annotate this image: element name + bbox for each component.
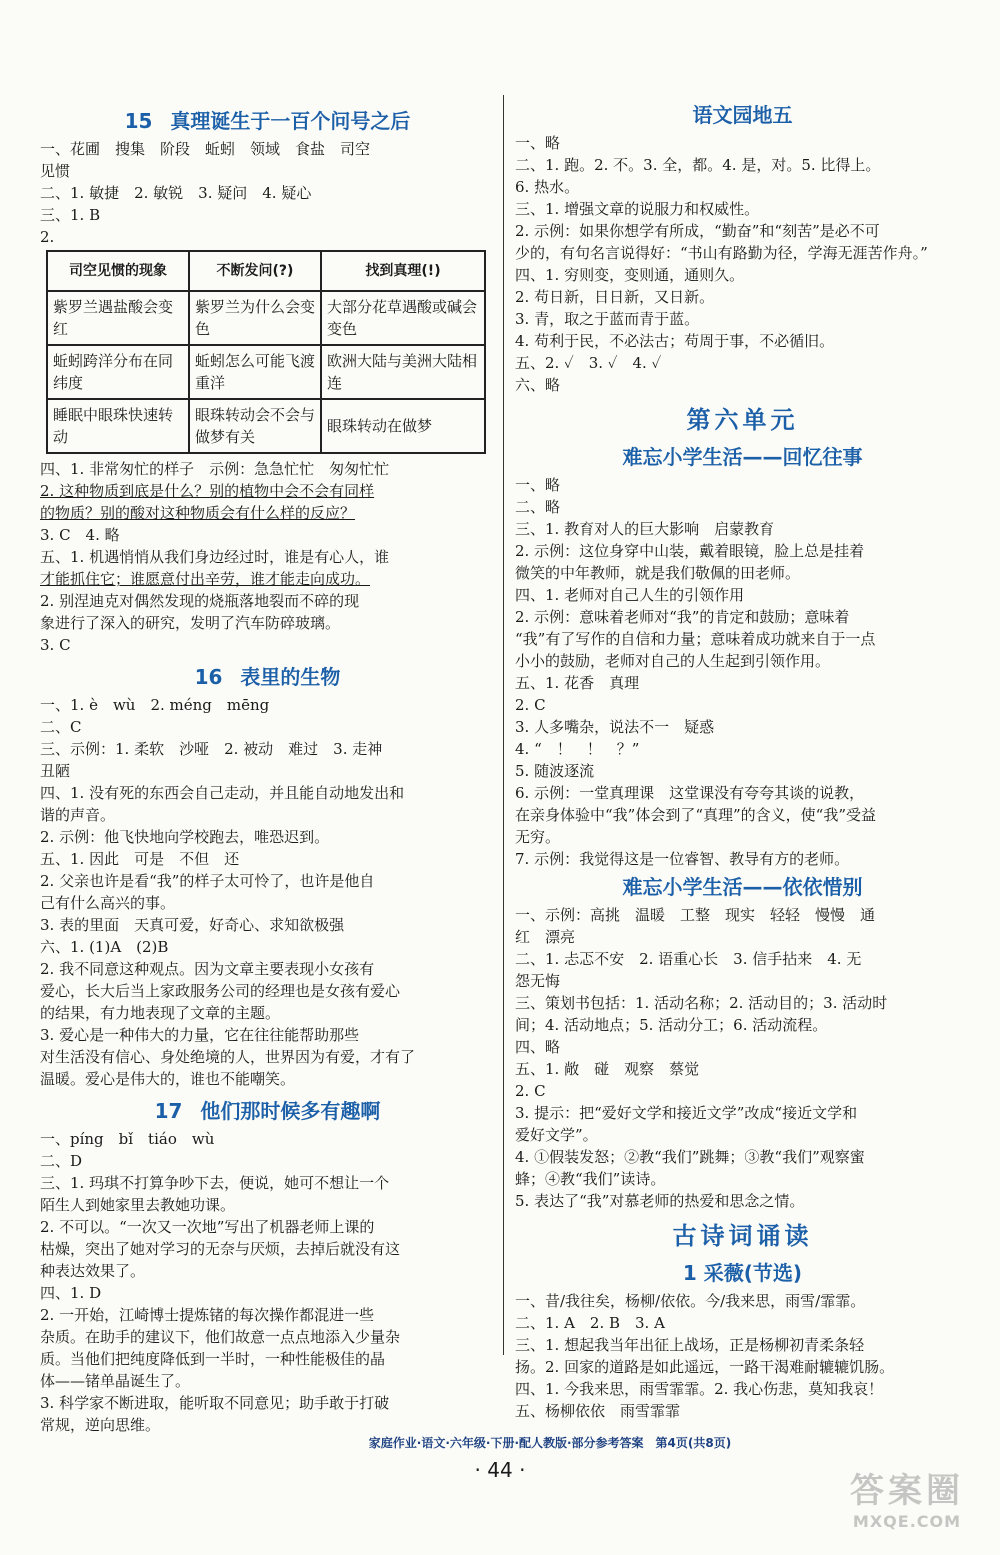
answer-line: 六、1. (1)A (2)B xyxy=(40,938,169,956)
answer-line: 蜂；④教“我们”读诗。 xyxy=(515,1170,666,1188)
section-17-title: 他们那时候多有趣啊 xyxy=(200,1099,381,1123)
answer-line: 四、1. 老师对自己人生的引领作用 xyxy=(515,586,745,604)
answer-line: 7. 示例：我觉得这是一位睿智、教导有方的老师。 xyxy=(515,850,850,868)
answer-line: 三、1. 想起我当年出征上战场，正是杨柳初青柔条轻 xyxy=(515,1336,865,1354)
answer-line: 2. 别涅迪克对偶然发现的烧瓶落地裂而不碎的现 xyxy=(40,592,360,610)
watermark-logo xyxy=(832,1463,982,1543)
answer-line: 3. 爱心是一种伟大的力量，它在往往能帮助那些 xyxy=(40,1026,360,1044)
answer-line: “我”有了写作的自信和力量；意味着成功就来自于一点 xyxy=(515,630,876,648)
answer-line: 4. ①假装发怒；②教“我们”跳舞；③教“我们”观察蜜 xyxy=(515,1148,865,1166)
answer-line: 爱好文学”。 xyxy=(515,1126,598,1144)
inquiry-table xyxy=(46,250,486,454)
table-cell: 欧洲大陆与美洲大陆相连 xyxy=(321,345,485,399)
answer-line: 三、1. 增强文章的说服力和权威性。 xyxy=(515,200,760,218)
answer-line: 5. 表达了“我”对慕老师的热爱和思念之情。 xyxy=(515,1192,805,1210)
table-cell: 紫罗兰为什么会变色 xyxy=(189,291,321,345)
section-15-title: 真理诞生于一百个问号之后 xyxy=(170,109,411,133)
answer-line: 五、1. 敞 碰 观察 蔡觉 xyxy=(515,1060,700,1078)
answer-line: 五、1. 花香 真理 xyxy=(515,674,640,692)
answer-line: 枯燥，突出了她对学习的无奈与厌烦，去掉后就没有这 xyxy=(40,1240,401,1258)
answer-line: 2. 示例：意味着老师对“我”的肯定和鼓励；意味着 xyxy=(515,608,850,626)
watermark-url: MXQE.COM xyxy=(852,1512,962,1531)
answer-line: 怨无悔 xyxy=(515,972,561,990)
caiwei-heading: 1 采薇(节选) xyxy=(682,1261,803,1285)
answer-line: 五、1. 因此 可是 不但 还 xyxy=(40,850,240,868)
section-16-number: 16 xyxy=(194,665,223,689)
section-16-title: 表里的生物 xyxy=(240,665,341,689)
answer-line: 3. C xyxy=(40,636,71,654)
table-row xyxy=(47,345,485,399)
answer-line: 2. 不可以。“一次又一次地”写出了机器老师上课的 xyxy=(40,1218,375,1236)
answer-line: 杂质。在助手的建议下，他们故意一点点地添入少量杂 xyxy=(40,1328,401,1346)
answer-line: 陌生人到她家里去教她功课。 xyxy=(40,1196,236,1214)
yuwen-yuandi-5-heading: 语文园地五 xyxy=(692,103,793,127)
answer-line: 4. 苟利于民，不必法古；苟周于事，不必循旧。 xyxy=(515,332,835,350)
answer-line: 二、1. 忐忑不安 2. 语重心长 3. 信手拈来 4. 无 xyxy=(515,950,862,968)
answer-line: 六、略 xyxy=(515,376,561,394)
answer-line: 间；4. 活动地点；5. 活动分工；6. 活动流程。 xyxy=(515,1016,828,1034)
answer-line: 种表达效果了。 xyxy=(40,1262,146,1280)
answer-line: 四、1. 没有死的东西会自己走动，并且能自动地发出和 xyxy=(40,784,405,802)
answer-line: 3. 表的里面 天真可爱，好奇心、求知欲极强 xyxy=(40,916,345,934)
table-cell: 蚯蚓跨洋分布在同纬度 xyxy=(47,345,189,399)
answer-line: 一、略 xyxy=(515,134,561,152)
answer-line: 三、1. B xyxy=(40,206,101,224)
answer-line: 3. C 4. 略 xyxy=(40,526,120,544)
answer-line: 五、1. 机遇悄悄从我们身边经过时，谁是有心人，谁 xyxy=(40,548,390,566)
answer-line: 一、píng bǐ tiáo wù xyxy=(40,1130,215,1148)
table-cell: 眼珠转动在做梦 xyxy=(321,399,485,453)
table-cell: 大部分花草遇酸或碱会变色 xyxy=(321,291,485,345)
table-row xyxy=(47,291,485,345)
answer-line: 的结果，有力地表现了文章的主题。 xyxy=(40,1004,281,1022)
answer-line: 三、1. 教育对人的巨大影响 启蒙教育 xyxy=(515,520,775,538)
answer-line: 6. 示例：一堂真理课 这堂课没有夸夸其谈的说教， xyxy=(515,784,865,802)
answer-line: 6. 热水。 xyxy=(515,178,580,196)
answer-line: 四、1. 今我来思，雨雪霏霏。2. 我心伤悲，莫知我哀！ xyxy=(515,1380,884,1398)
answer-line: 2. xyxy=(40,228,55,246)
answer-line: 二、1. A 2. B 3. A xyxy=(515,1314,665,1332)
answer-line: 五、2. ✓ 3. ✓ 4. ✓ xyxy=(515,354,662,372)
answer-line: 一、略 xyxy=(515,476,561,494)
answer-line: 温暖。爱心是伟大的，谁也不能嘲笑。 xyxy=(40,1070,296,1088)
table-row xyxy=(47,399,485,453)
answer-line: 体——锗单晶诞生了。 xyxy=(40,1372,191,1390)
table-header: 司空见惯的现象 xyxy=(47,251,189,291)
answer-line: 2. 示例：这位身穿中山装，戴着眼镜，脸上总是挂着 xyxy=(515,542,865,560)
answer-line: 的物质？别的酸对这种物质会有什么样的反应？ xyxy=(40,504,356,522)
answer-line: 2. 我不同意这种观点。因为文章主要表现小女孩有 xyxy=(40,960,375,978)
answer-line: 二、1. 敏捷 2. 敏锐 3. 疑问 4. 疑心 xyxy=(40,184,312,202)
answer-line: 三、1. 玛琪不打算争吵下去，便说，她可不想让一个 xyxy=(40,1174,390,1192)
answer-line: 常规，逆向思维。 xyxy=(40,1416,161,1434)
answer-line: 2. 苟日新，日日新，又日新。 xyxy=(515,288,715,306)
answer-line: 四、1. D xyxy=(40,1284,102,1302)
right-column xyxy=(515,0,970,1422)
answer-line: 己有什么高兴的事。 xyxy=(40,894,176,912)
section-17-number: 17 xyxy=(154,1099,183,1123)
answer-line: 5. 随波逐流 xyxy=(515,762,595,780)
answer-line: 3. 科学家不断进取，能听取不同意见；助手敢于打破 xyxy=(40,1394,390,1412)
answer-line: 二、D xyxy=(40,1152,83,1170)
answer-line: 在亲身体验中“我”体会到了“真理”的含义，使“我”受益 xyxy=(515,806,877,824)
answer-line: 爱心，长大后当上家政服务公司的经理也是女孩有爱心 xyxy=(40,982,401,1000)
table-header: 找到真理(!) xyxy=(321,251,485,291)
answer-line: 4. “ ！ ！ ？” xyxy=(515,740,640,758)
answer-line: 2. 这种物质到底是什么？别的植物中会不会有同样 xyxy=(40,482,375,500)
answer-line: 三、策划书包括：1. 活动名称；2. 活动目的；3. 活动时 xyxy=(515,994,888,1012)
answer-line: 少的，有句名言说得好：“书山有路勤为径，学海无涯苦作舟。” xyxy=(515,244,928,262)
table-cell: 蚯蚓怎么可能飞渡重洋 xyxy=(189,345,321,399)
section-17-heading xyxy=(40,1094,495,1128)
gushici-heading: 古诗词诵读 xyxy=(672,1221,813,1250)
answer-line: 对生活没有信心、身处绝境的人，世界因为有爱，才有了 xyxy=(40,1048,416,1066)
table-header: 不断发问(?) xyxy=(189,251,321,291)
watermark-text: 答案圈 xyxy=(850,1471,964,1511)
answer-line: 丑陋 xyxy=(40,762,71,780)
answer-line: 才能抓住它；谁愿意付出辛劳，谁才能走向成功。 xyxy=(40,570,371,588)
answer-line: 2. 示例：他飞快地向学校跑去，唯恐迟到。 xyxy=(40,828,330,846)
page-footer: 家庭作业·语文·六年级·下册·配人教版·部分参考答案 第4页(共8页) xyxy=(368,1436,732,1450)
section-15-heading xyxy=(40,104,495,138)
answer-line: 一、昔/我往矣，杨柳/依依。今/我来思，雨雪/霏霏。 xyxy=(515,1292,866,1310)
table-cell: 眼珠转动会不会与做梦有关 xyxy=(189,399,321,453)
answer-line: 2. 一开始，江崎博士提炼锗的每次操作都混进一些 xyxy=(40,1306,375,1324)
column-divider xyxy=(503,95,504,1355)
answer-line: 3. 人多嘴杂，说法不一 疑惑 xyxy=(515,718,715,736)
answer-line: 质。当他们把纯度降低到一半时，一种性能极佳的晶 xyxy=(40,1350,386,1368)
answer-line: 二、1. 跑。2. 不。3. 全，都。4. 是，对。5. 比得上。 xyxy=(515,156,881,174)
answer-line: 小小的鼓励，老师对自己的人生起到引领作用。 xyxy=(515,652,831,670)
answer-line: 无穷。 xyxy=(515,828,561,846)
unit-6-heading: 第六单元 xyxy=(686,405,799,434)
section-16-heading xyxy=(40,660,495,694)
huiyi-wangshi-heading: 难忘小学生活——回忆往事 xyxy=(622,445,863,469)
answer-line: 2. C xyxy=(515,1082,546,1100)
answer-line: 三、示例：1. 柔软 沙哑 2. 被动 难过 3. 走神 xyxy=(40,740,383,758)
table-header-row xyxy=(47,251,485,291)
page-number: · 44 · xyxy=(474,1458,526,1482)
answer-line: 二、C xyxy=(40,718,82,736)
answer-line: 一、示例：高挑 温暖 工整 现实 轻轻 慢慢 通 xyxy=(515,906,876,924)
answer-line: 3. 提示：把“爱好文学和接近文学”改成“接近文学和 xyxy=(515,1104,858,1122)
answer-line: 2. 父亲也许是看“我”的样子太可怜了，也许是他自 xyxy=(40,872,375,890)
answer-line: 一、1. è wù 2. méng mēng xyxy=(40,696,270,714)
answer-line: 一、花圃 搜集 阶段 蚯蚓 领域 食盐 司空 xyxy=(40,140,371,158)
table-cell: 紫罗兰遇盐酸会变红 xyxy=(47,291,189,345)
section-15-number: 15 xyxy=(124,109,153,133)
answer-line: 四、略 xyxy=(515,1038,561,1056)
answer-line: 二、略 xyxy=(515,498,561,516)
table-cell: 睡眠中眼珠快速转动 xyxy=(47,399,189,453)
answer-line: 扬。2. 回家的道路是如此遥远，一路干渴难耐辘辘饥肠。 xyxy=(515,1358,895,1376)
answer-line: 见惯 xyxy=(40,162,71,180)
answer-line: 微笑的中年教师，就是我们敬佩的田老师。 xyxy=(515,564,801,582)
answer-line: 谐的声音。 xyxy=(40,806,116,824)
answer-line: 四、1. 非常匆忙的样子 示例：急急忙忙 匆匆忙忙 xyxy=(40,460,390,478)
answer-line: 红 漂亮 xyxy=(515,928,576,946)
answer-line: 3. 青，取之于蓝而青于蓝。 xyxy=(515,310,700,328)
yiyi-xibie-heading: 难忘小学生活——依依惜别 xyxy=(622,875,863,899)
answer-line: 2. C xyxy=(515,696,546,714)
left-column xyxy=(40,0,495,1436)
answer-line: 2. 示例：如果你想学有所成，“勤奋”和“刻苦”是必不可 xyxy=(515,222,880,240)
answer-line: 象进行了深入的研究，发明了汽车防碎玻璃。 xyxy=(40,614,341,632)
answer-line: 五、杨柳依依 雨雪霏霏 xyxy=(515,1402,681,1420)
answer-line: 四、1. 穷则变，变则通，通则久。 xyxy=(515,266,745,284)
